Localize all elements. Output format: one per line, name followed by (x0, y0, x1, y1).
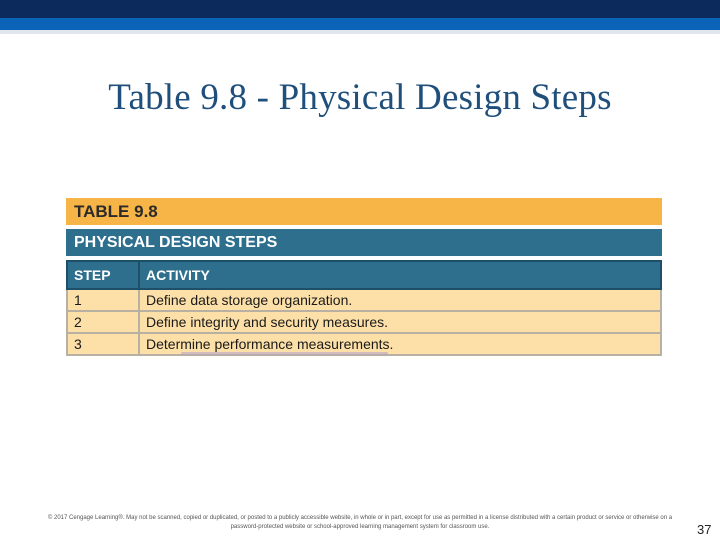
activity-cell: Define data storage organization. (139, 289, 661, 311)
table-figure (66, 198, 662, 356)
table-row (67, 289, 661, 311)
table-banner: TABLE 9.8 (66, 198, 662, 225)
step-cell: 3 (67, 333, 139, 355)
annotation-underline (181, 352, 388, 355)
steps-table (66, 260, 662, 356)
top-bar-blue (0, 18, 720, 30)
top-bar-light (0, 30, 720, 34)
activity-cell: Define integrity and security measures. (139, 311, 661, 333)
activity-cell: Determine performance measurements. (139, 333, 661, 355)
copyright-notice: © 2017 Cengage Learning®. May not be scanned, copied or duplicated, or posted to a publicly accessible website, in whole or in part, except for use as permitted in a license distributed with a certain product or service or otherwise on a password-protected website or school-approved learning management system for classroom use. (47, 515, 673, 530)
page-number: 37 (697, 522, 712, 537)
column-header-step: STEP (67, 261, 139, 289)
slide-title: Table 9.8 - Physical Design Steps (108, 77, 612, 118)
top-bar-dark (0, 0, 720, 18)
table-header-row (67, 261, 661, 289)
table-row (67, 311, 661, 333)
step-cell: 1 (67, 289, 139, 311)
column-header-activity: ACTIVITY (139, 261, 661, 289)
table-heading: PHYSICAL DESIGN STEPS (66, 229, 662, 256)
step-cell: 2 (67, 311, 139, 333)
